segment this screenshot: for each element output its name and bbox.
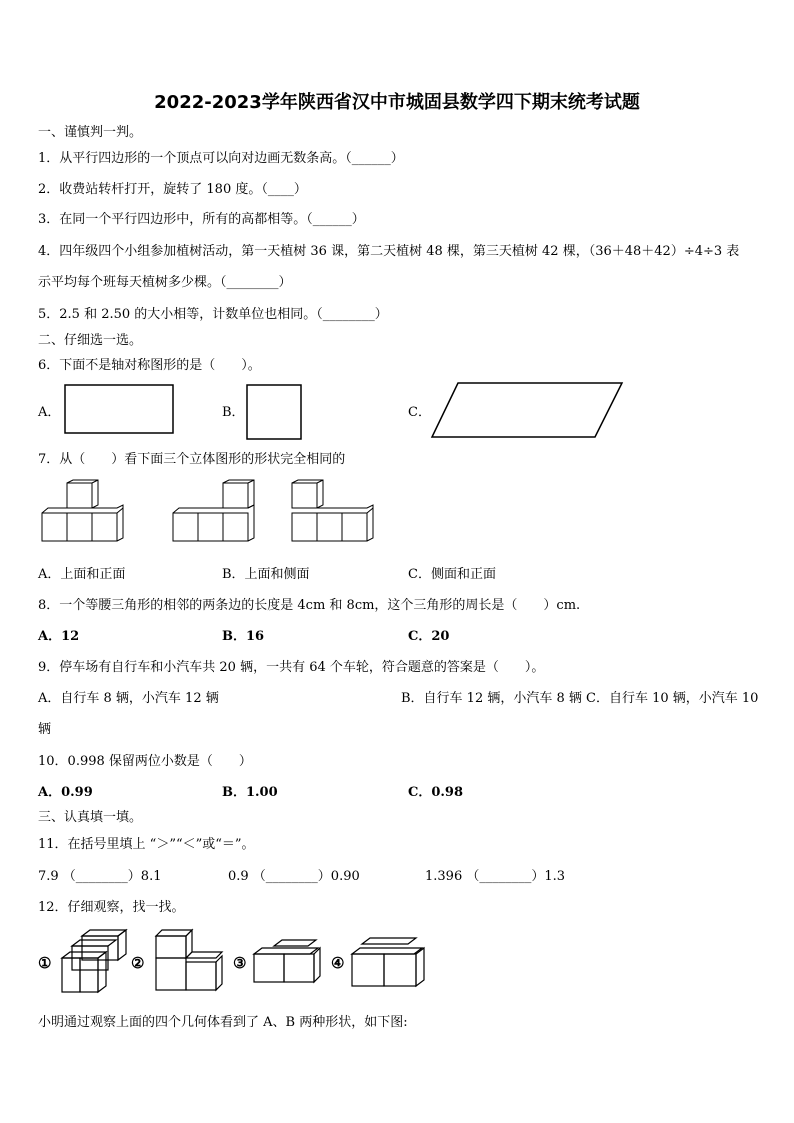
question-4-line-2: 示平均每个班每天植树多少棵。（________）	[38, 275, 292, 290]
q12-figure-label-3: ③	[233, 954, 247, 972]
cube-stack-figure-4	[350, 936, 428, 990]
parallelogram-figure	[430, 381, 624, 439]
q6-option-c-label: C．	[408, 405, 431, 420]
q8-option-a: A．12	[38, 629, 80, 644]
q12-figure-label-2: ②	[131, 954, 145, 972]
cube-stack-figure-1	[58, 928, 130, 996]
section-3-heading: 三、认真填一填。	[38, 810, 143, 825]
q10-option-c: C．0.98	[408, 785, 464, 800]
question-12-note: 小明通过观察上面的四个几何体看到了 A、B 两种形状，如下图:	[38, 1015, 408, 1030]
q6-option-b-label: B．	[222, 405, 245, 420]
q9-option-bc: B．自行车 12 辆，小汽车 8 辆 C．自行车 10 辆，小汽车 10	[401, 691, 759, 706]
q10-option-a: A．0.99	[38, 785, 93, 800]
question-11-stem: 11．在括号里填上 “＞”“＜”或“＝”。	[38, 837, 255, 852]
question-9-stem: 9．停车场有自行车和小汽车共 20 辆，一共有 64 个车轮，符合题意的答案是（ ）。	[38, 660, 545, 675]
question-1: 1．从平行四边形的一个顶点可以向对边画无数条高。（______）	[38, 151, 404, 166]
question-7-stem: 7．从（ ）看下面三个立体图形的形状完全相同的	[38, 452, 346, 467]
block-figure-2	[171, 480, 261, 542]
question-12-stem: 12．仔细观察，找一找。	[38, 900, 185, 915]
question-3: 3．在同一个平行四边形中，所有的高都相等。（______）	[38, 212, 365, 227]
question-4-line-1: 4．四年级四个小组参加植树活动，第一天植树 36 课，第二天植树 48 棵，第三天植树 42 棵，（36＋48＋42）÷4÷3 表	[38, 244, 740, 259]
q7-option-a: A．上面和正面	[38, 567, 126, 582]
q7-option-b: B．上面和侧面	[222, 567, 310, 582]
cube-stack-figure-2	[152, 928, 226, 994]
q6-option-a-label: A．	[38, 405, 61, 420]
q9-option-c-tail: 辆	[38, 722, 52, 737]
q11-compare-3: 1.396 （________）1.3	[425, 869, 566, 884]
question-5: 5．2.5 和 2.50 的大小相等，计数单位也相同。（________）	[38, 307, 388, 322]
q8-option-c: C．20	[408, 629, 450, 644]
section-1-heading: 一、谨慎判一判。	[38, 125, 143, 140]
page-title: 2022-2023学年陕西省汉中市城固县数学四下期末统考试题	[154, 92, 640, 113]
q9-option-a: A．自行车 8 辆，小汽车 12 辆	[38, 691, 219, 706]
block-figure-3	[290, 480, 380, 542]
q12-figure-label-4: ④	[331, 954, 345, 972]
q11-compare-1: 7.9 （________）8.1	[38, 869, 162, 884]
section-2-heading: 二、仔细选一选。	[38, 333, 143, 348]
q8-option-b: B．16	[222, 629, 265, 644]
q7-option-c: C．侧面和正面	[408, 567, 496, 582]
question-6-stem: 6．下面不是轴对称图形的是（ ）。	[38, 358, 261, 373]
question-8-stem: 8．一个等腰三角形的相邻的两条边的长度是 4cm 和 8cm，这个三角形的周长是（ ）cm.	[38, 598, 581, 613]
rectangle-figure	[64, 384, 174, 434]
question-10-stem: 10．0.998 保留两位小数是（ ）	[38, 754, 252, 769]
q12-figure-label-1: ①	[38, 954, 52, 972]
question-2: 2．收费站转杆打开，旋转了 180 度。（____）	[38, 182, 307, 197]
cube-stack-figure-3	[252, 938, 324, 986]
q11-compare-2: 0.9 （________）0.90	[228, 869, 360, 884]
square-figure	[246, 384, 302, 440]
block-figure-1	[40, 480, 130, 542]
q10-option-b: B．1.00	[222, 785, 278, 800]
